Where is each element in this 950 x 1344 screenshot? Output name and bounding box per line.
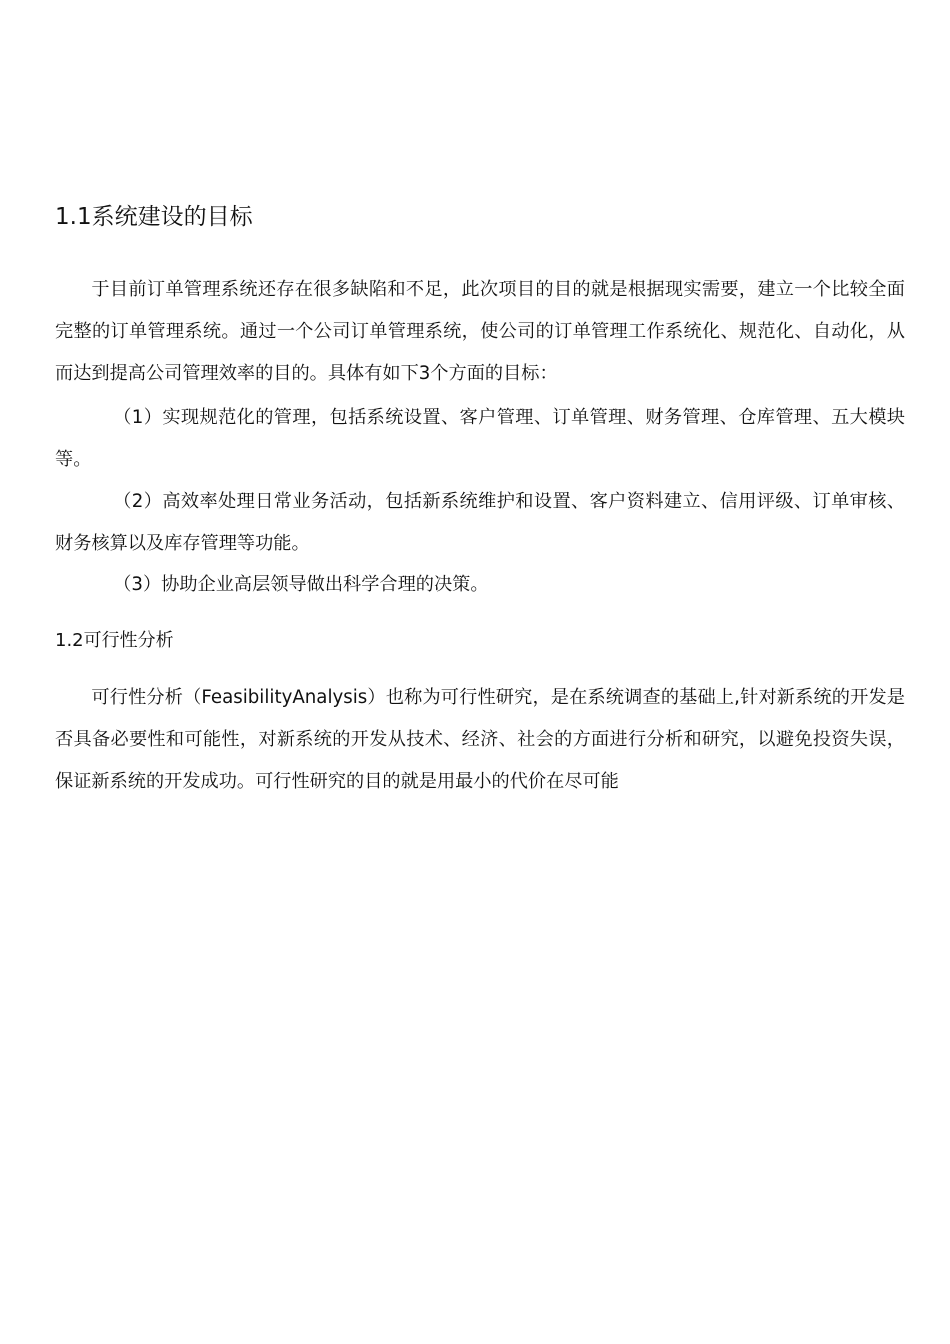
section-heading-1-2: 1.2可行性分析 xyxy=(55,630,174,651)
goal-item-1: （1）实现规范化的管理，包括系统设置、客户管理、订单管理、财务管理、仓库管理、五大模块等。 xyxy=(55,407,905,470)
goal-item-2: （2）高效率处理日常业务活动，包括新系统维护和设置、客户资料建立、信用评级、订单审核、财务核算以及库存管理等功能。 xyxy=(55,491,905,554)
section-heading-1-1: 1.1系统建设的目标 xyxy=(55,204,253,230)
section-1-2-body-paragraph: 可行性分析（FeasibilityAnalysis）也称为可行性研究，是在系统调查的基础上,针对新系统的开发是否具备必要性和可能性，对新系统的开发从技术、经济、社会的方面进行分析和研究，以避免投资失误，保证新系统的开发成功。可行性研究的目的就是用最小的代价在尽可能 xyxy=(55,687,905,792)
section-1-1-intro-paragraph: 于目前订单管理系统还存在很多缺陷和不足，此次项目的目的就是根据现实需要，建立一个比较全面完整的订单管理系统。通过一个公司订单管理系统，使公司的订单管理工作系统化、规范化、自动化，从而达到提高公司管理效率的目的。具体有如下3个方面的目标： xyxy=(55,279,905,384)
goal-item-3: （3）协助企业高层领导做出科学合理的决策。 xyxy=(113,574,489,595)
